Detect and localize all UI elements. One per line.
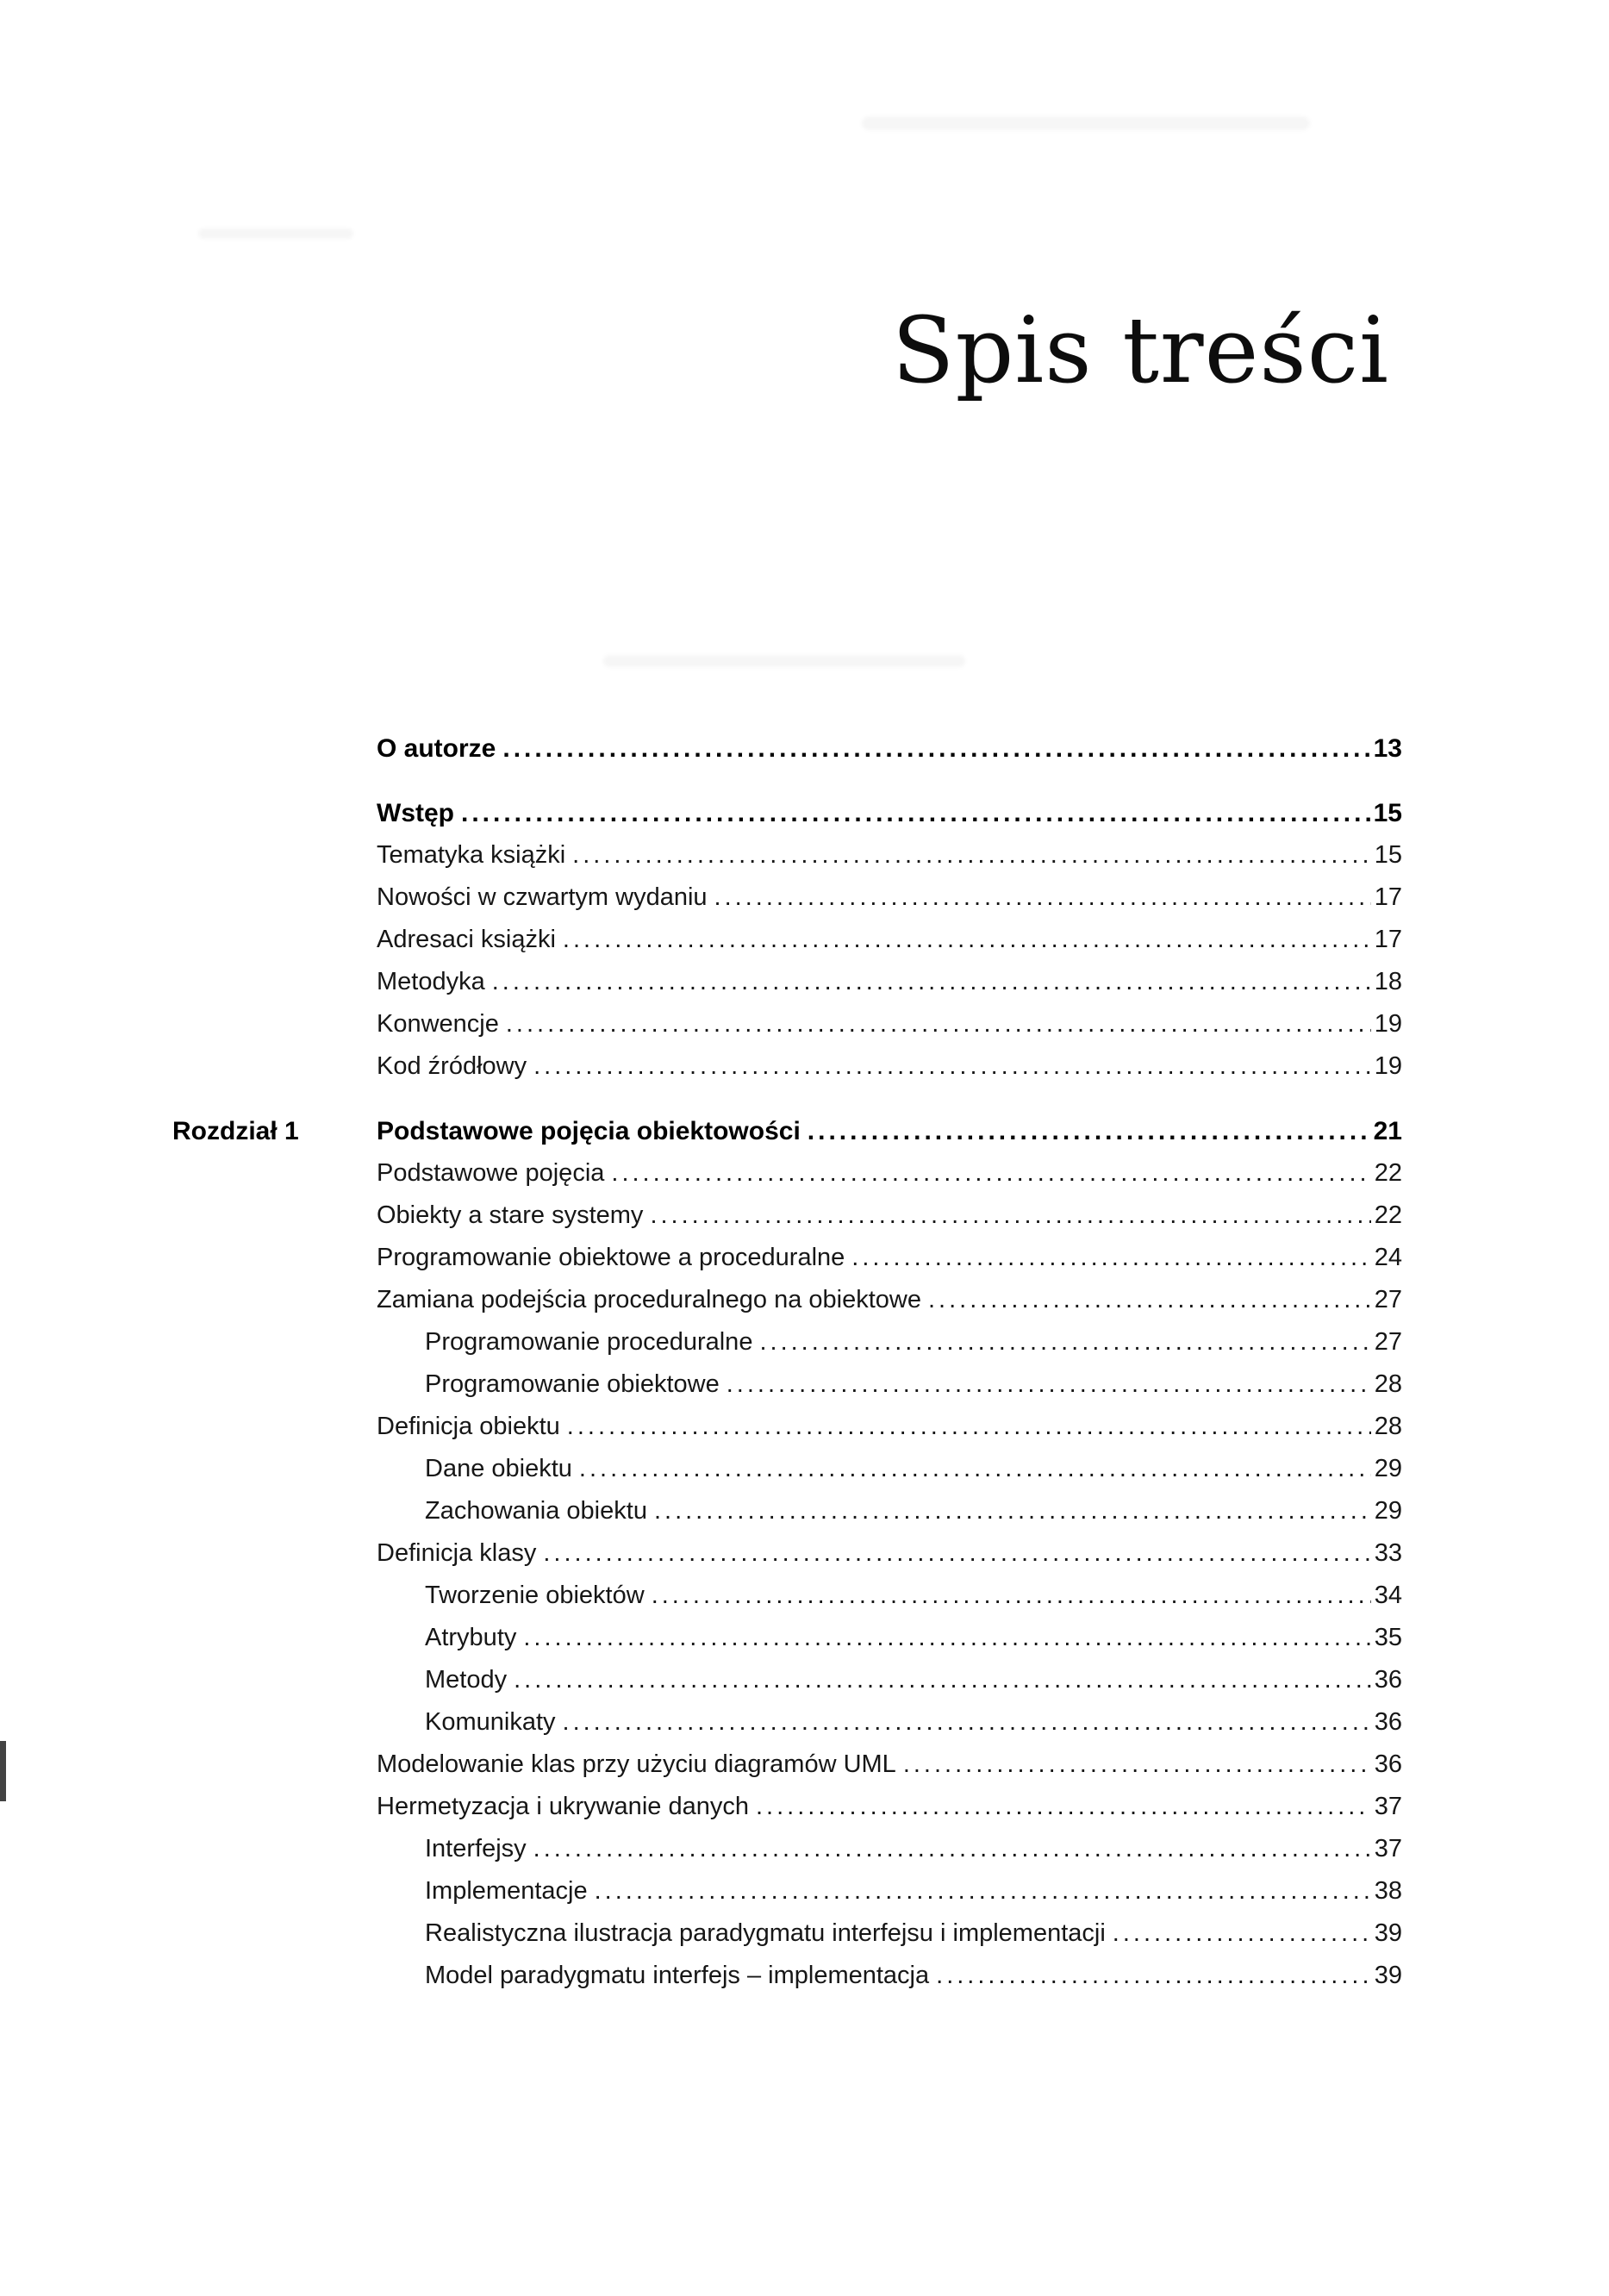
dot-leader [567,1406,1371,1448]
toc-entry-title: Dane obiektu [425,1455,572,1482]
toc-row [172,1195,1402,1237]
toc-row [172,1955,1402,1997]
toc-row [172,877,1402,919]
toc-row [172,1617,1402,1659]
toc-entry-title: Zamiana podejścia proceduralnego na obiektowe [377,1286,921,1313]
toc-row [172,1701,1402,1744]
toc-row [172,1828,1402,1870]
toc-entry [377,1786,1402,1828]
toc-entry-title: Tworzenie obiektów [425,1582,645,1609]
toc-entry-title: Realistyczna ilustracja paradygmatu interfejsu i implementacji [425,1919,1106,1947]
toc-entry [377,1406,1402,1448]
toc-page-number: 24 [1374,1244,1402,1271]
toc-page-number: 28 [1374,1370,1402,1398]
toc-entry [377,1575,1402,1617]
toc-row [172,1045,1402,1088]
dot-leader [759,1321,1370,1363]
toc-entry [377,727,1402,770]
toc-page-number: 36 [1374,1708,1402,1736]
dot-leader [851,1237,1370,1279]
toc-page-number: 35 [1374,1624,1402,1651]
toc-entry [377,1955,1402,1997]
toc-page-number: 39 [1374,1962,1402,1989]
dot-leader [756,1786,1371,1828]
toc-entry [377,1532,1402,1575]
toc-row [172,1870,1402,1912]
toc-entry [377,1828,1402,1870]
toc-entry [377,1363,1402,1406]
dot-leader [533,1828,1371,1870]
toc-row [172,727,1402,770]
toc-row [172,1003,1402,1045]
page-title: Spis treści [891,297,1389,403]
dot-leader [727,1363,1371,1406]
toc-page-number: 17 [1374,883,1402,911]
toc-entry-title: Tematyka książki [377,841,566,869]
toc-row [172,1912,1402,1955]
toc-entry-title: Modelowanie klas przy użyciu diagramów UML [377,1750,896,1778]
toc-page-number: 33 [1374,1539,1402,1567]
toc-entry [377,1617,1402,1659]
toc-entry-title: Obiekty a stare systemy [377,1201,644,1229]
toc-entry [377,1045,1402,1088]
toc-page-number: 19 [1374,1052,1402,1080]
dot-leader [650,1195,1370,1237]
toc-entry [377,1195,1402,1237]
toc-entry-title: Programowanie obiektowe a proceduralne [377,1244,845,1271]
toc-row [172,792,1402,834]
dot-leader [579,1448,1371,1490]
toc-entry [377,1279,1402,1321]
dot-leader [714,877,1371,919]
toc-page-number: 39 [1374,1919,1402,1947]
toc-row [172,1575,1402,1617]
toc-entry [377,1744,1402,1786]
dot-leader [652,1575,1371,1617]
toc-entry [377,1870,1402,1912]
toc-entry [377,1003,1402,1045]
dot-leader [543,1532,1370,1575]
toc-entry [377,792,1402,834]
dot-leader [936,1955,1371,1997]
toc-list [172,705,1402,1997]
toc-page-number: 15 [1373,799,1402,827]
chapter-label: Rozdział 1 [172,1117,299,1145]
toc-row [172,1321,1402,1363]
dot-leader [595,1870,1371,1912]
dot-leader [563,1701,1371,1744]
toc-entry [377,1659,1402,1701]
toc-row [172,1448,1402,1490]
toc-page-number: 28 [1374,1413,1402,1440]
toc-page-number: 37 [1374,1793,1402,1820]
toc-entry [377,1152,1402,1195]
toc-entry [377,834,1402,877]
scan-edge-mark [0,1741,6,1801]
toc-row [172,1786,1402,1828]
toc-entry [377,961,1402,1003]
toc-page-number: 27 [1374,1286,1402,1313]
toc-entry-title: Hermetyzacja i ukrywanie danych [377,1793,749,1820]
toc-page-number: 29 [1374,1455,1402,1482]
toc-entry [377,1490,1402,1532]
dot-leader [611,1152,1370,1195]
toc-row [172,1744,1402,1786]
dot-leader [523,1617,1370,1659]
toc-entry-title: Metodyka [377,968,485,995]
toc-entry [377,1701,1402,1744]
toc-entry-title: Nowości w czwartym wydaniu [377,883,708,911]
toc-entry-title: Metody [425,1666,508,1694]
toc-entry-title: Interfejsy [425,1835,527,1862]
toc-row [172,919,1402,961]
toc-page-number: 29 [1374,1497,1402,1525]
toc-row [172,1490,1402,1532]
toc-entry [377,1110,1402,1152]
toc-page-number: 17 [1374,926,1402,953]
toc-entry [377,1237,1402,1279]
toc-entry-title: Adresaci książki [377,926,556,953]
toc-page-number: 27 [1374,1328,1402,1356]
toc-page-number: 36 [1374,1750,1402,1778]
toc-entry-title: Podstawowe pojęcia obiektowości [377,1117,801,1145]
toc-entry-title: Konwencje [377,1010,499,1038]
toc-row [172,1237,1402,1279]
toc-entry-title: Model paradygmatu interfejs – implementacja [425,1962,930,1989]
dot-leader [1113,1912,1371,1955]
toc-page-number: 22 [1374,1159,1402,1187]
toc-row [172,1532,1402,1575]
toc-page-number: 22 [1374,1201,1402,1229]
dot-leader [928,1279,1371,1321]
toc-entry-title: Definicja obiektu [377,1413,560,1440]
toc-entry-title: O autorze [377,734,496,763]
dot-leader [506,1003,1371,1045]
toc-row [172,1406,1402,1448]
toc-row [172,961,1402,1003]
scan-artifact [862,116,1310,130]
toc-entry [377,1448,1402,1490]
toc-entry-title: Zachowania obiektu [425,1497,647,1525]
toc-entry [377,1912,1402,1955]
dot-leader [502,727,1369,770]
toc-row [172,1110,1402,1152]
toc-entry-title: Programowanie obiektowe [425,1370,720,1398]
toc-page-number: 38 [1374,1877,1402,1905]
dot-leader [808,1110,1370,1152]
toc-page-number: 19 [1374,1010,1402,1038]
dot-leader [533,1045,1371,1088]
toc-entry-title: Kod źródłowy [377,1052,527,1080]
toc-page-number: 21 [1373,1117,1402,1145]
toc-entry-title: Implementacje [425,1877,588,1905]
toc-row [172,1152,1402,1195]
toc-entry [377,919,1402,961]
dot-leader [654,1490,1371,1532]
toc-page-number: 15 [1374,841,1402,869]
dot-leader [492,961,1371,1003]
toc-row [172,1659,1402,1701]
toc-entry-title: Podstawowe pojęcia [377,1159,605,1187]
toc-page-number: 13 [1373,734,1402,763]
toc-page-number: 18 [1374,968,1402,995]
scan-artifact [198,228,353,239]
toc-page-number: 34 [1374,1582,1402,1609]
toc-entry-title: Wstęp [377,799,454,827]
dot-leader [563,919,1371,961]
toc-entry-title: Komunikaty [425,1708,556,1736]
toc-row [172,1363,1402,1406]
dot-leader [572,834,1371,877]
toc-row [172,834,1402,877]
toc-entry-title: Atrybuty [425,1624,517,1651]
toc-entry-title: Definicja klasy [377,1539,537,1567]
scan-artifact [603,655,965,667]
toc-page-number: 37 [1374,1835,1402,1862]
toc-row [172,1279,1402,1321]
toc-entry [377,1321,1402,1363]
dot-leader [514,1659,1371,1701]
dot-leader [903,1744,1371,1786]
toc-entry-title: Programowanie proceduralne [425,1328,753,1356]
dot-leader [461,792,1370,834]
toc-page-number: 36 [1374,1666,1402,1694]
toc-entry [377,877,1402,919]
